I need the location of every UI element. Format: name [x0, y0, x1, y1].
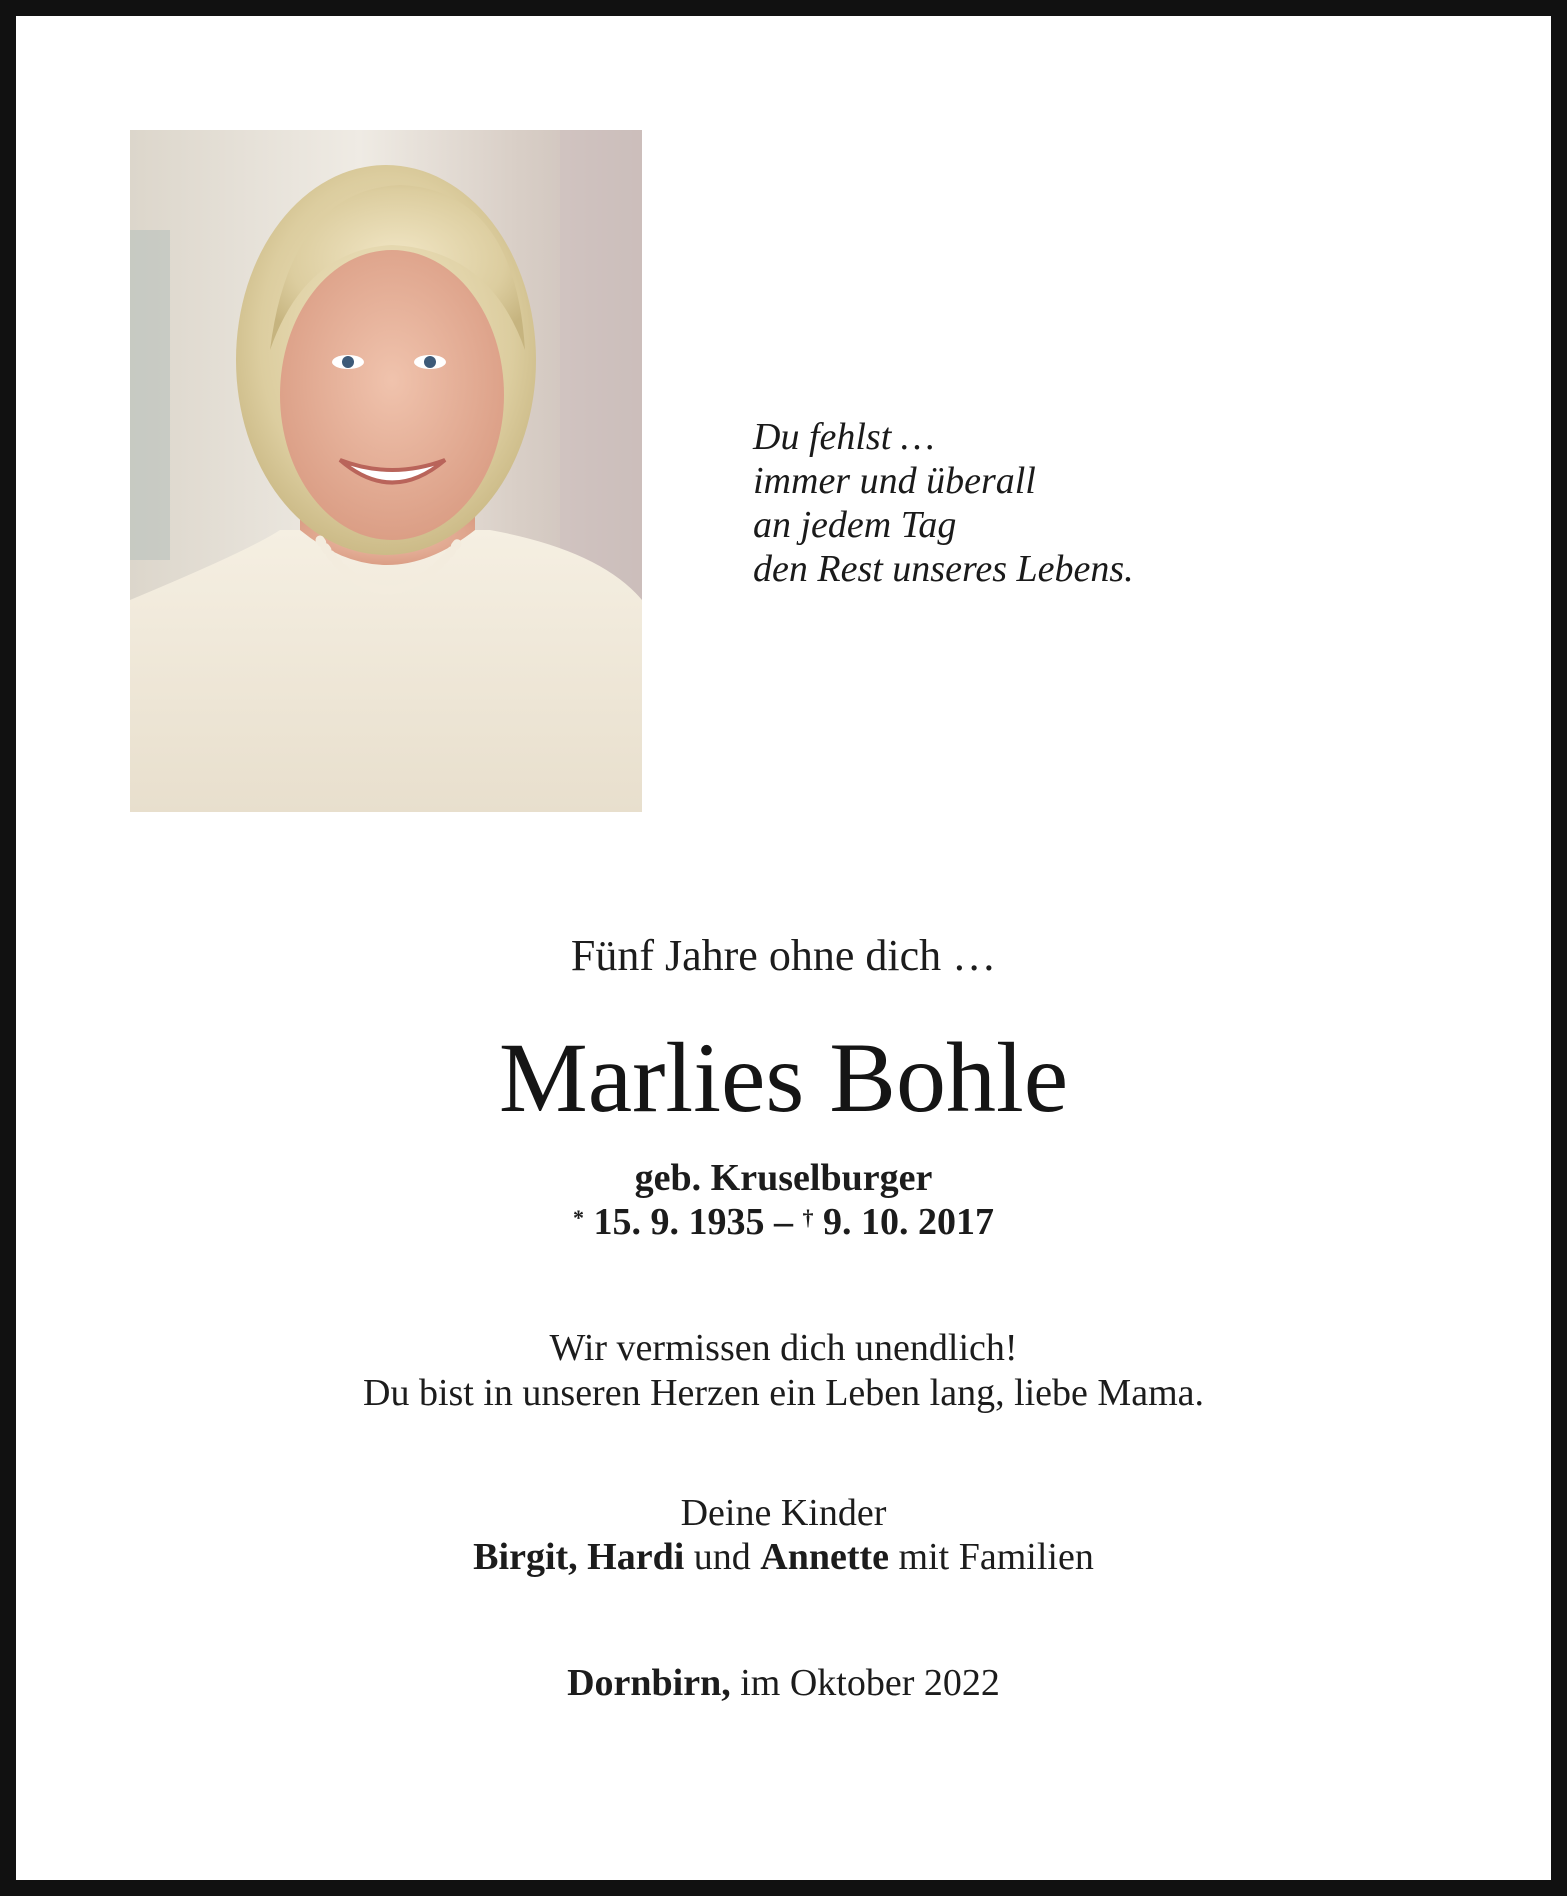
poem-line-3: an jedem Tag — [753, 504, 957, 546]
death-date: 9. 10. 2017 — [823, 1201, 994, 1243]
child-name-1: Birgit, — [473, 1536, 578, 1578]
portrait-photo — [130, 130, 642, 812]
family-and: und — [684, 1536, 761, 1578]
child-name-3: Annette — [760, 1536, 890, 1578]
date-text: im Oktober 2022 — [730, 1662, 1000, 1704]
subtitle: Fünf Jahre ohne dich … — [570, 931, 997, 980]
family-suffix: mit Familien — [889, 1536, 1094, 1578]
poem — [753, 415, 1134, 591]
poem-line-4: den Rest unseres Lebens. — [753, 548, 1134, 590]
place: Dornbirn, — [567, 1662, 731, 1704]
family-intro: Deine Kinder — [680, 1492, 887, 1534]
maiden-name: geb. Kruselburger — [634, 1157, 933, 1199]
deceased-name: Marlies Bohle — [498, 1022, 1069, 1133]
place-date — [0, 1660, 1567, 1706]
poem-line-2: immer und überall — [753, 460, 1036, 502]
birth-date: 15. 9. 1935 — [593, 1201, 765, 1243]
child-name-2: Hardi — [587, 1536, 685, 1578]
life-dates — [0, 1199, 1567, 1245]
portrait-image — [130, 130, 642, 812]
message-line-2: Du bist in unseren Herzen ein Leben lang, liebe Mama. — [363, 1372, 1204, 1414]
death-symbol: † — [802, 1205, 814, 1230]
poem-line-1: Du fehlst … — [753, 416, 935, 458]
message-line-1: Wir vermissen dich unendlich! — [549, 1327, 1018, 1369]
birth-symbol: * — [573, 1205, 584, 1230]
family-names — [0, 1534, 1567, 1580]
date-separator: – — [764, 1201, 803, 1243]
